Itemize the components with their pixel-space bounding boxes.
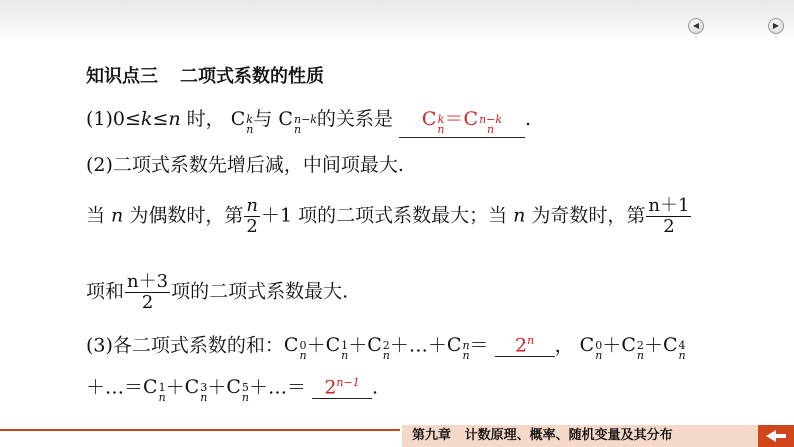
binomial-c-n-nk: C n−k n <box>278 108 317 136</box>
chapter-label: 第九章 计数原理、概率、随机变量及其分布 <box>402 425 794 447</box>
property-2: (2)二项式系数先增后减，中间项最大. <box>86 154 404 176</box>
binomial-c-n-k: C k n <box>230 108 254 136</box>
property-3: (3)各二项式系数的和： C 0 n ＋ C 1 n ＋ C 2 n ＋…＋ C n n ＝ 2$^n$ ， C 0 n ＋ C 2 n ＋ C 4 n <box>86 330 686 363</box>
fraction-n-plus-3-over-2: $\frac{n+3}{2}$ <box>127 271 169 313</box>
heading-title: 二项式系数的性质 <box>180 66 324 87</box>
answer-blank-2: 2$^n$ <box>495 330 555 357</box>
next-page-icon[interactable]: ▶ <box>768 18 784 34</box>
property-2-detail-cont: 项和 $\frac{n+3}{2}$ 项的二项式系数最大. <box>86 271 349 313</box>
previous-page-icon[interactable]: ◀ <box>688 18 704 34</box>
fraction-n-plus-1-over-2: $\frac{n+1}{2}$ <box>648 195 690 237</box>
fraction-n-over-2: $\frac{n}{2}$ <box>246 195 258 237</box>
property-3-cont: ＋…＝ C 1 n ＋ C 3 n ＋ C 5 n ＋…＝ $2^{n-1}$ . <box>86 372 378 405</box>
footer-stripe <box>0 429 400 431</box>
answer-blank-3: $2^{n-1}$ <box>312 372 372 399</box>
answer-blank-1: C k n ＝ C n−k n <box>399 108 525 138</box>
property-2-detail: 当 n 为偶数时，第 $\frac{n}{2}$ ＋1 项的二项式系数最大；当 n 为奇数时，第 $\frac{n+1}{2}$ <box>86 195 690 237</box>
section-heading <box>86 62 324 88</box>
heading-label: 知识点三 <box>86 66 158 87</box>
property-1: (1)0≤k≤n 时， C k n 与 C n−k n 的关系是 C k n ＝ C n−k n . <box>86 108 532 136</box>
footer-bar <box>0 425 794 447</box>
return-arrow-icon[interactable] <box>758 425 794 447</box>
